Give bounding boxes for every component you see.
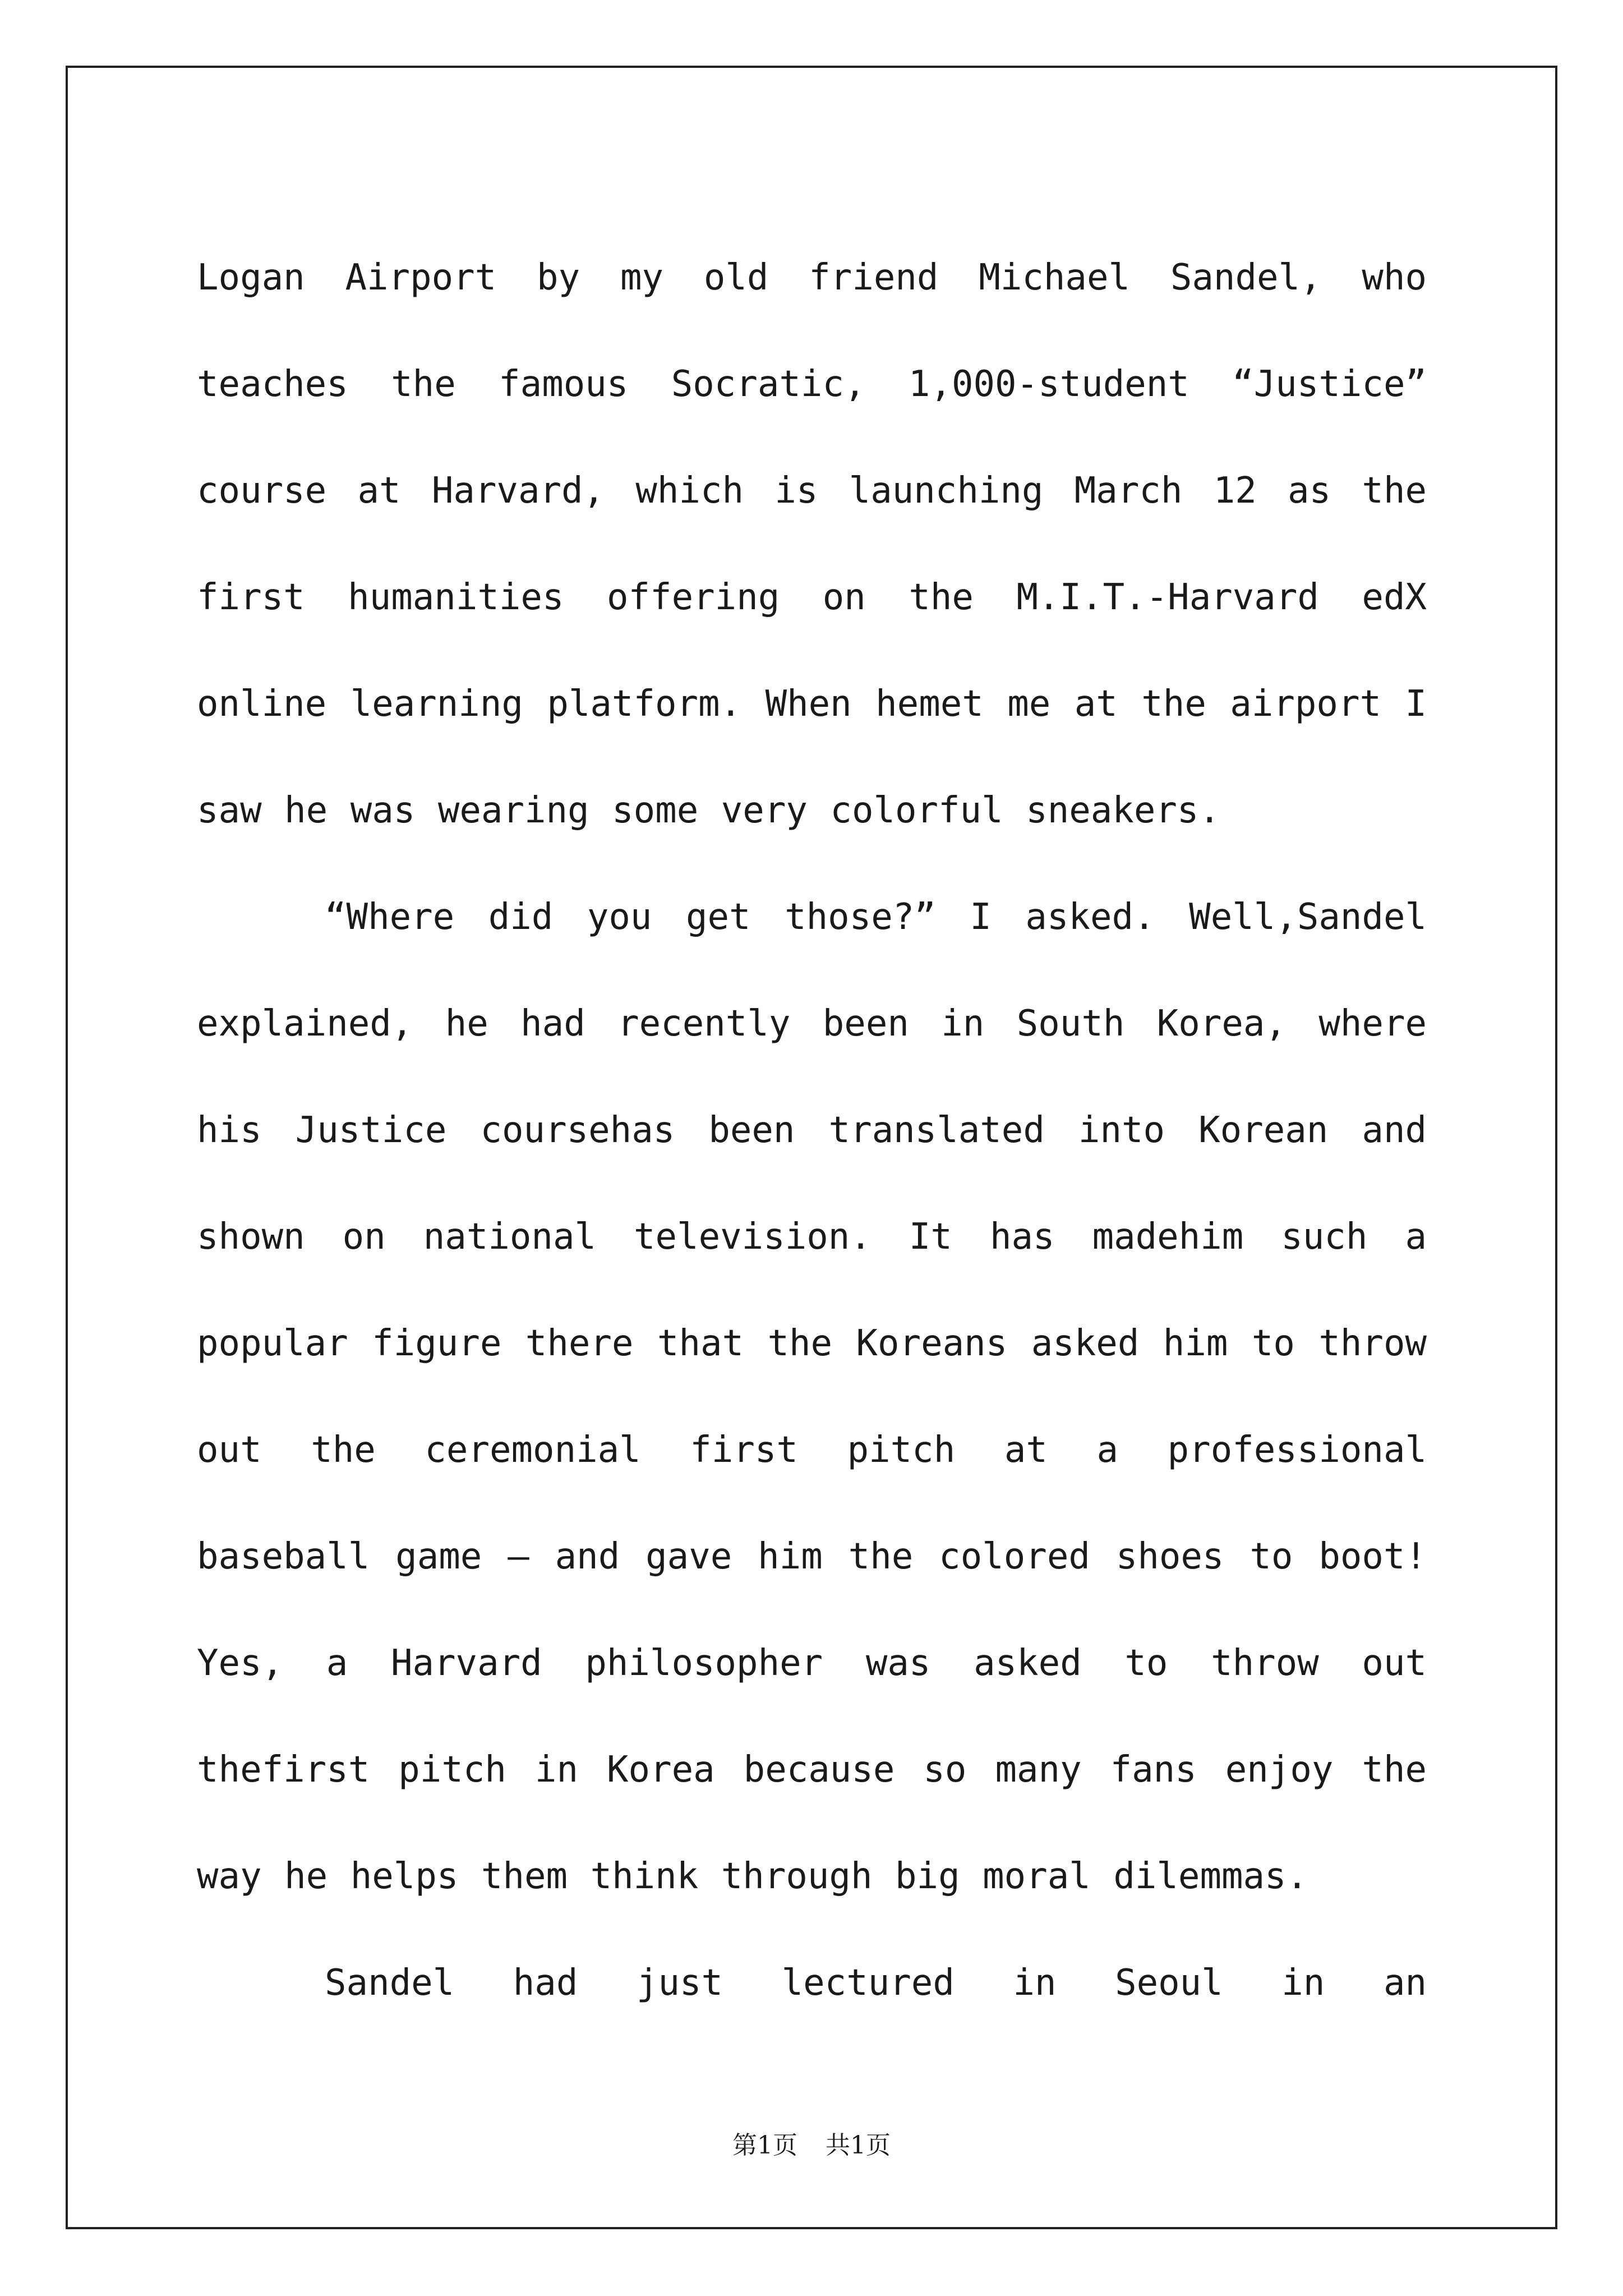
- page-total: 共1页: [826, 2131, 891, 2160]
- paragraph-3: Sandel had just lectured in Seoul in an: [325, 1962, 1427, 2004]
- page-footer: [0, 2125, 1623, 2161]
- paragraph-1: Logan Airport by my old friend Michael Sandel, who teaches the famous Socratic, 1,000-student “Justice” course at Harvard, which is launching March 12 as the first humanities offering on the M.I.T.-Harvard edX online learning platform. When hemet me at the airport I saw he was wearing some very colorful sneakers.: [197, 257, 1427, 831]
- page-number: 第1页: [732, 2131, 797, 2160]
- document-body: [197, 224, 1427, 2036]
- paragraph-2: “Where did you get those?” I asked. Well,Sandel explained, he had recently been in South Korea, where his Justice coursehas been translated into Korean and shown on national television. It has madehim such a popular figure there that the Koreans asked him to throw out the ceremonial first pitch at a professional baseball game — and gave him the colored shoes to boot! Yes, a Harvard philosopher was asked to throw out thefirst pitch in Korea because so many fans enjoy the way he helps them think through big moral dilemmas.: [197, 896, 1427, 1897]
